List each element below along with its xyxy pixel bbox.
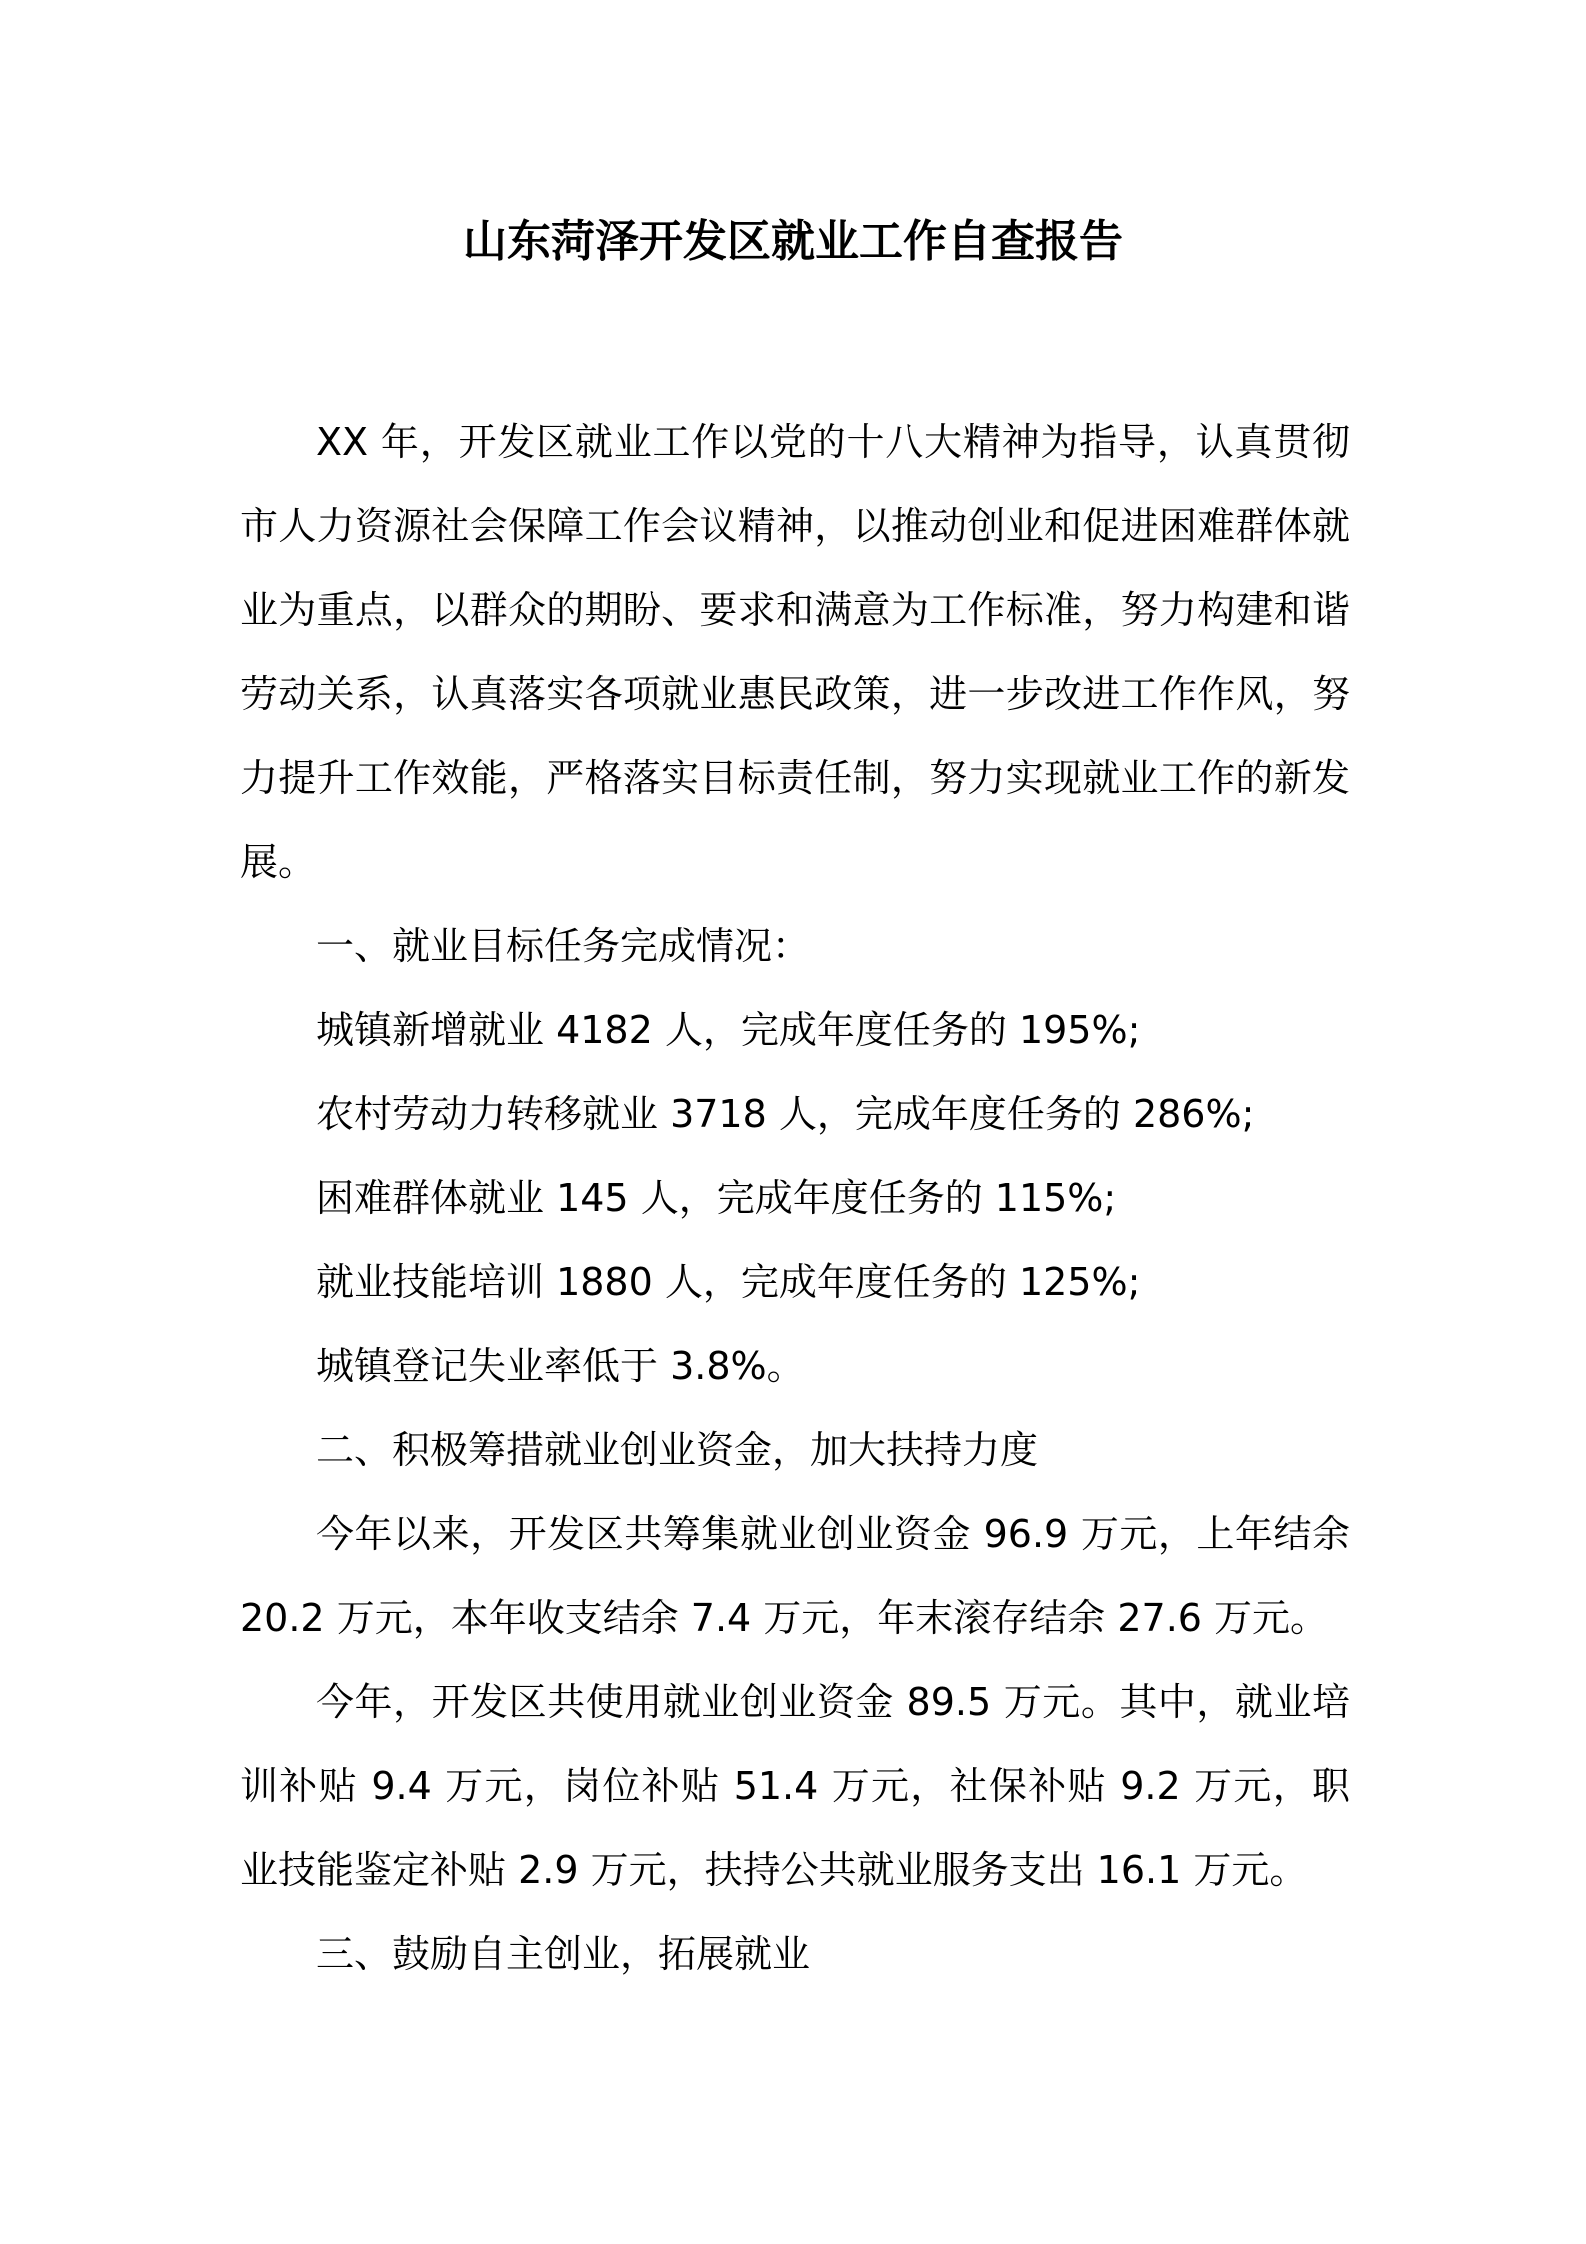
section-2-heading: 二、积极筹措就业创业资金，加大扶持力度 bbox=[316, 1428, 1039, 1472]
document-body bbox=[240, 400, 1350, 1996]
target-item-difficult-groups: 困难群体就业 145 人，完成年度任务的 115%; bbox=[316, 1176, 1117, 1220]
funds-raised-paragraph: 今年以来，开发区共筹集就业创业资金 96.9 万元，上年结余 20.2 万元，本年收支结余 7.4 万元，年末滚存结余 27.6 万元。 bbox=[240, 1512, 1350, 1640]
document-title: 山东菏泽开发区就业工作自查报告 bbox=[463, 216, 1123, 267]
section-3-heading: 三、鼓励自主创业，拓展就业 bbox=[316, 1932, 811, 1976]
target-item-skills-training: 就业技能培训 1880 人，完成年度任务的 125%; bbox=[316, 1260, 1141, 1304]
target-item-urban-employment: 城镇新增就业 4182 人，完成年度任务的 195%; bbox=[316, 1008, 1141, 1052]
intro-paragraph: XX 年，开发区就业工作以党的十八大精神为指导，认真贯彻市人力资源社会保障工作会议精神，以推动创业和促进困难群体就业为重点，以群众的期盼、要求和满意为工作标准，努力构建和谐劳动关系，认真落实各项就业惠民政策，进一步改进工作作风，努力提升工作效能，严格落实目标责任制，努力实现就业工作的新发展。 bbox=[240, 420, 1350, 884]
section-1-heading: 一、就业目标任务完成情况： bbox=[316, 924, 811, 968]
target-item-unemployment-rate: 城镇登记失业率低于 3.8%。 bbox=[316, 1344, 805, 1388]
target-item-rural-transfer: 农村劳动力转移就业 3718 人，完成年度任务的 286%; bbox=[316, 1092, 1255, 1136]
funds-used-paragraph: 今年，开发区共使用就业创业资金 89.5 万元。其中，就业培训补贴 9.4 万元，岗位补贴 51.4 万元，社保补贴 9.2 万元，职业技能鉴定补贴 2.9 万元，扶持公共就业服务支出 16.1 万元。 bbox=[240, 1680, 1350, 1892]
